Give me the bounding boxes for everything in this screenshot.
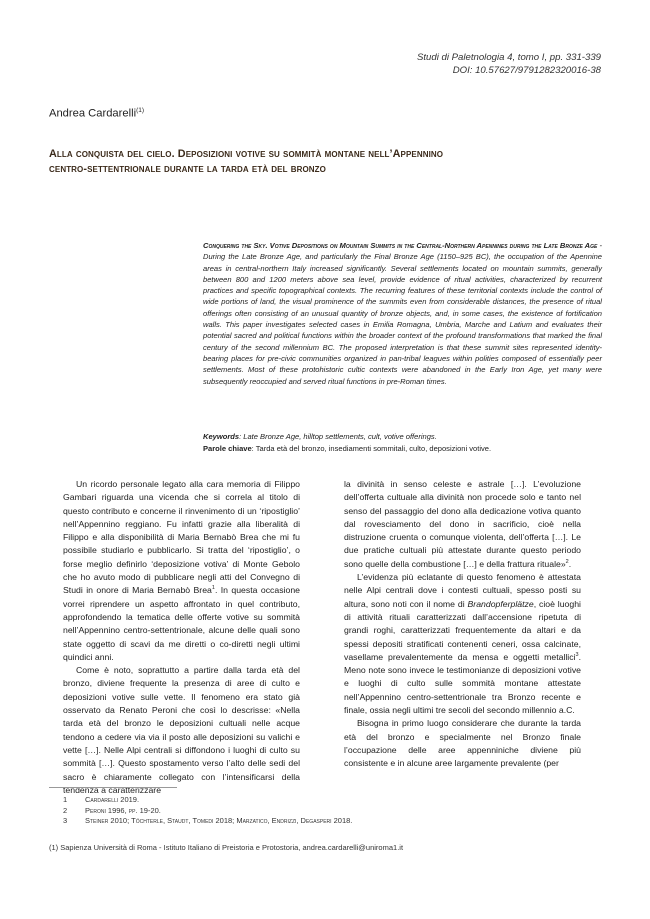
footnote-ref: 1 <box>211 585 215 592</box>
paragraph <box>63 478 300 664</box>
paragraph-text: L’evidenza più eclatante di questo fenomeno è attestata nelle Alpi centrali dove i contesti cultuali, spesso posti su altura, sono noti con il nome di <box>344 572 581 609</box>
body-column-right <box>344 478 581 771</box>
footnote-number: 3 <box>63 816 68 825</box>
footnote-ref: 3 <box>575 651 579 658</box>
paragraph-text: , cioè luoghi di attività rituali caratterizzati dall’accensione ripetuta di grandi roghi, caratterizzati frequentemente da altari e da spessi depositi stratificati contenenti ceneri, ossa calcinate, vasellame prevalentemente da mensa e oggetti metallici <box>344 598 581 662</box>
paragraph-text: . <box>568 558 572 569</box>
journal-line: Studi di Paletnologia 4, tomo I, pp. 331-339 <box>416 52 601 63</box>
footnote-divider <box>49 787 177 788</box>
footnote <box>63 795 603 806</box>
footnote-number: 1 <box>63 795 68 804</box>
paragraph-text: . Meno note sono invece le testimonianze di deposizioni votive e luoghi di culto sulle sommità montane attestate nell’Appennino centro-settentrionale tra Bronzo recente e finale, ossia negli ultimi tre secoli del secondo millennio a.C. <box>344 651 581 716</box>
keywords <box>203 431 602 442</box>
abstract <box>203 240 602 387</box>
body-column-left <box>63 478 300 797</box>
running-header <box>417 52 601 77</box>
keywords-label: Keywords <box>203 432 240 441</box>
abstract-title: Conquering the Sky. Votive Depositions on Mountain Summits in the Central-Northern Apennines during the Late Bronze Age <box>203 241 598 250</box>
paragraph-text: . In questa occasione vorrei riprendere un aspetto affrontato in quel contributo, approfondendo la tematica delle offerte votive su sommità nell’Appennino centro-settentrionale, alcune delle quali sono state oggetto di scavi da me diretti o co-diretti negli ultimi quindici anni. <box>63 585 300 662</box>
paragraph <box>344 478 581 571</box>
parole-chiave <box>203 443 602 454</box>
paragraph-text: Un ricordo personale legato alla cara memoria di Filippo Gambari riguarda una vicenda che si correla al titolo di questo contributo e concerne il rinvenimento di un ‘ripostiglio’ nell’Appennino reggiano. Fu infatti grazie alla liberalità di Filippo e alla disponibilità di Maria Bernabò Brea che mi fu possibile studiarlo e pubblicarlo. Si tratta del ‘ripostiglio’, o forse meglio definirlo ‘deposizione votiva’ di Monte Gebolo che ho avuto modo di pubblicare negli atti del Convegno di Studi in onore di Maria Bernabò Brea <box>63 479 300 596</box>
author-marker: (1) <box>136 107 145 114</box>
paragraph-text: la divinità in senso celeste e astrale […]. L’evoluzione dell’offerta cultuale alla divinità non procede solo e tanto nel senso del passaggio del dono alla dedicazione votiva quanto dal rovesciamento del dono in sacrificio, cioè nella distruzione cruenta o comunque violenta, dell’offerta […]. Le due pratiche cultuali più attestate durante questo periodo sono quelle della combustione […] e della frattura rituale» <box>344 479 581 569</box>
paragraph: Come è noto, soprattutto a partire dalla tarda età del bronzo, diviene frequente la presenza di aree di culto e deposizioni votive sulle vette. Il fenomeno era stato già osservato da Renato Peroni che così lo descrisse: «Nella tarda età del bronzo le deposizioni cultuali nelle acque tendono a cedere via via il posto alle deposizioni su valichi e vette […]. Nelle Alpi centrali si diffondono i luoghi di culto su sommità […]. Questo spostamento verso l’alto delle sedi del sacro è chiaramente collegato con l’intensificarsi della tendenza a caratterizzare <box>63 665 300 795</box>
footnotes <box>63 795 603 827</box>
footnote-text: Cardarelli 2019. <box>85 795 140 804</box>
parole-chiave-text: : Tarda età del bronzo, insediamenti sommitali, culto, deposizioni votive. <box>251 444 492 453</box>
affiliation: (1) Sapienza Università di Roma - Istituto Italiano di Preistoria e Protostoria, andrea.cardarelli@uniroma1.it <box>49 843 404 852</box>
parole-chiave-label: Parole chiave <box>203 444 252 453</box>
italic-term: Brandopferplätze <box>467 598 534 609</box>
article-title: Alla conquista del cielo. Deposizioni votive su sommità montane nell’Appennino centro-settentrionale durante la tarda età del bronzo <box>49 148 444 176</box>
footnote <box>63 816 603 827</box>
footnote-text: Peroni 1996, pp. 19-20. <box>85 805 161 815</box>
author-name: Andrea Cardarelli <box>49 107 137 120</box>
footnote-ref: 2 <box>565 558 569 565</box>
paragraph: Bisogna in primo luogo considerare che durante la tarda età del bronzo e specialmente nel Bronzo finale l’occupazione delle aree appenniniche diviene più consistente e in alcune aree largamente prevalente (per <box>344 718 581 769</box>
doi-line: DOI: 10.57627/9791282320016-38 <box>452 64 601 76</box>
author-line <box>49 107 144 120</box>
paragraph <box>344 571 581 717</box>
abstract-text: - During the Late Bronze Age, and particularly the Final Bronze Age (1150–925 BC), the occupation of the Apennine areas in central-northern Italy increased significantly. Several settlements located on mountain summits, generally between 800 and 1200 meters above sea level, provide evidence of ritual activities, characterized by recurrent practices and specific topographical contexts. The recurring features of these territorial contexts include the control of wide portions of land, the visual prominence of the summits even from considerable distances, the presence of ritual offerings often consisting of an unusual quantity of bronze objects, and, in some cases, the existence of fortification walls. This paper investigates selected cases in Emilia Romagna, Umbria, Marche and Latium and evaluates their potential sacred and political functions within the broader context of the profound transformations that marked the final century of the second millennium BC. The proposed interpretation is that these summit sites represented identity-bearing places for pre-civic communities organized in pan-tribal leagues within polities composed of essentially peer settlements. Most of these protohistoric cultic contexts were abandoned in the Early Iron Age, yet many were subsequently reoccupied and served ritual functions in pre-Roman times. <box>203 241 602 386</box>
footnote <box>63 806 603 817</box>
footnote-text: Steiner 2010; Töchterle, Staudt, Tomedi 2018; Marzatico, Endrizzi, Degasperi 2018. <box>85 816 353 825</box>
footnote-number: 2 <box>63 805 68 815</box>
keywords-text: : Late Bronze Age, hilltop settlements, cult, votive offerings. <box>239 432 437 441</box>
